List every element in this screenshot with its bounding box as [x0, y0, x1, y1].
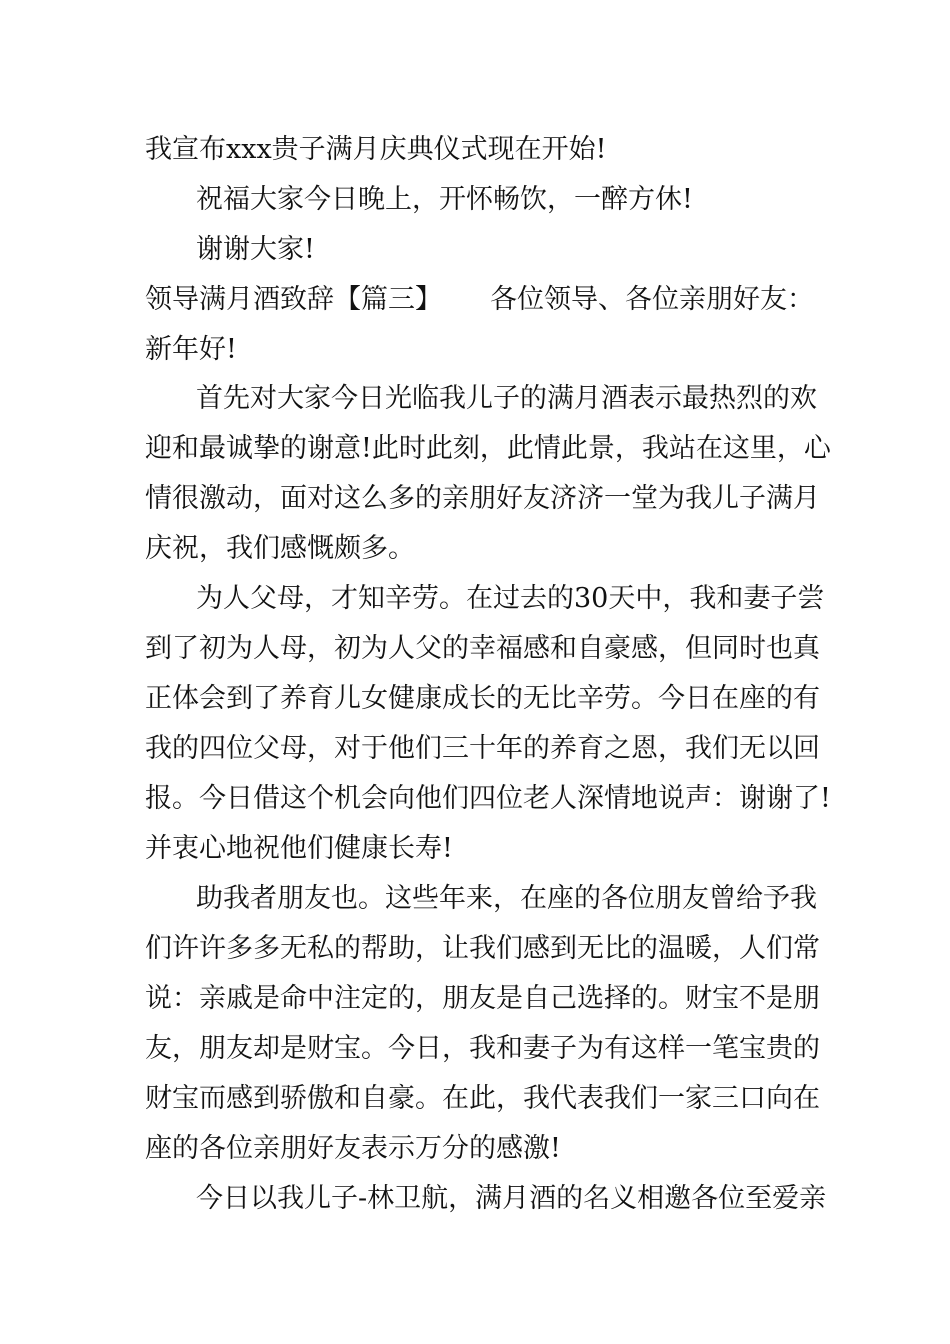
- text-line: 祝福大家今日晚上，开怀畅饮，一醉方休!: [196, 184, 693, 215]
- text-line: 报。今日借这个机会向他们四位老人深情地说声：谢谢了!: [145, 783, 831, 814]
- text-line: 们许许多多无私的帮助，让我们感到无比的温暖，人们常: [145, 933, 820, 964]
- text-line: 迎和最诚挚的谢意!此时此刻，此情此景，我站在这里，心: [145, 433, 831, 464]
- salutation: 各位领导、各位亲朋好友：: [490, 284, 814, 315]
- text-line: 友，朋友却是财宝。今日，我和妻子为有这样一笔宝贵的: [145, 1033, 820, 1064]
- text-line: 谢谢大家!: [196, 234, 315, 265]
- text-line: 我宣布xxx贵子满月庆典仪式现在开始!: [145, 134, 607, 165]
- text-line: 座的各位亲朋好友表示万分的感激!: [145, 1133, 561, 1164]
- text-line: 我的四位父母，对于他们三十年的养育之恩，我们无以回: [145, 733, 820, 764]
- text-line: 为人父母，才知辛劳。在过去的30天中，我和妻子尝: [196, 583, 825, 614]
- text-line: 首先对大家今日光临我儿子的满月酒表示最热烈的欢: [196, 383, 817, 414]
- text-line: 今日以我儿子-林卫航，满月酒的名义相邀各位至爱亲: [196, 1183, 827, 1214]
- text-line: 说：亲戚是命中注定的，朋友是自己选择的。财宝不是朋: [145, 983, 820, 1014]
- section-heading-row: [0, 280, 950, 320]
- text-line: 庆祝，我们感慨颇多。: [145, 533, 415, 564]
- text-line: 新年好!: [145, 334, 237, 365]
- section-title: 领导满月酒致辞【篇三】: [145, 284, 442, 315]
- text-line: 到了初为人母，初为人父的幸福感和自豪感，但同时也真: [145, 633, 820, 664]
- text-line: 并衷心地祝他们健康长寿!: [145, 833, 453, 864]
- text-line: 正体会到了养育儿女健康成长的无比辛劳。今日在座的有: [145, 683, 820, 714]
- text-line: 助我者朋友也。这些年来，在座的各位朋友曾给予我: [196, 883, 817, 914]
- text-line: 情很激动，面对这么多的亲朋好友济济一堂为我儿子满月: [145, 483, 820, 514]
- text-line: 财宝而感到骄傲和自豪。在此，我代表我们一家三口向在: [145, 1083, 820, 1114]
